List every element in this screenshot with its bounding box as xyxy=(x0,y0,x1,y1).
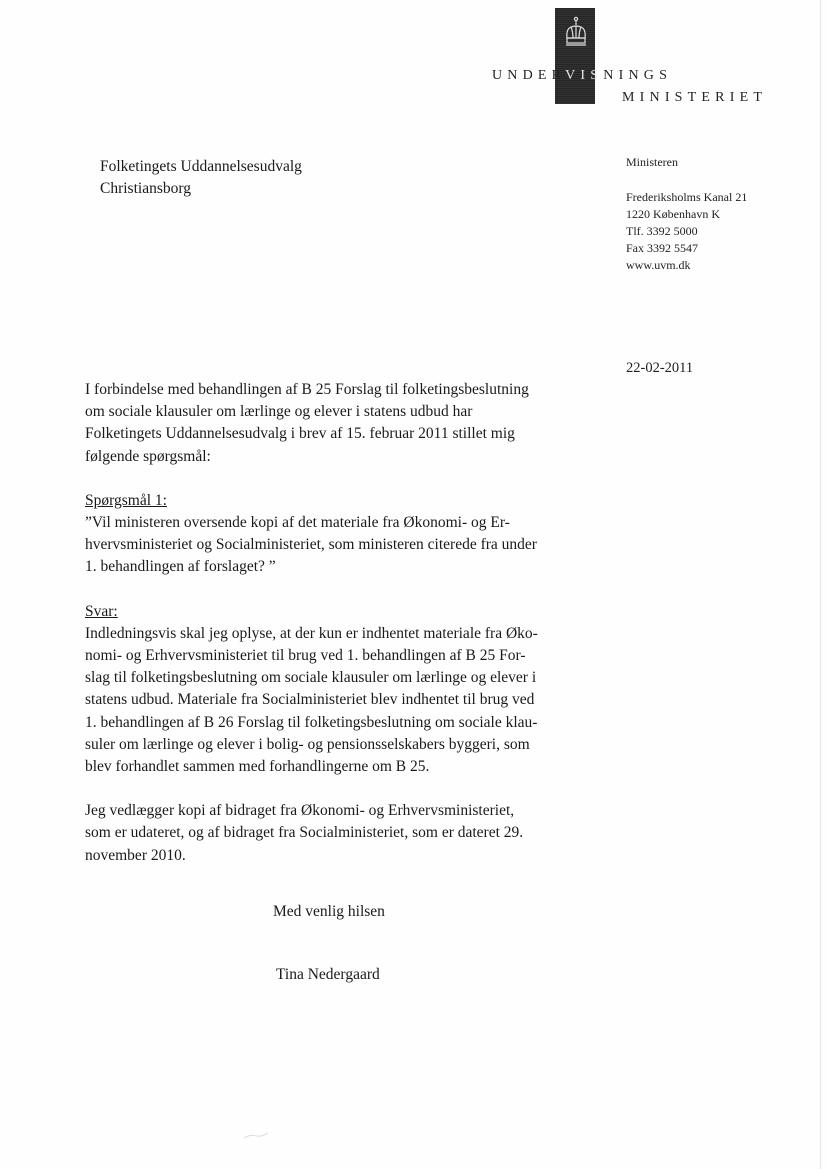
body-line: Jeg vedlægger kopi af bidraget fra Økonomi- og Erhvervsministeriet, xyxy=(85,802,515,820)
sender-address: Frederiksholms Kanal 21 xyxy=(626,190,748,204)
sender-info xyxy=(626,154,747,274)
ministry-name-line2: MINISTERIET xyxy=(622,90,768,105)
question-heading: Spørgsmål 1: xyxy=(85,491,167,509)
body-line: Indledningsvis skal jeg oplyse, at der kun er indhentet materiale fra Øko- xyxy=(85,624,538,642)
crown-icon xyxy=(564,16,588,50)
body-line: statens udbud. Materiale fra Socialministeriet blev indhentet til brug ved xyxy=(85,691,535,709)
body-line: blev forhandlet sammen med forhandlingerne om B 25. xyxy=(85,758,430,776)
recipient-line: Folketingets Uddannelsesudvalg xyxy=(100,158,302,175)
body-line: slag til folketingsbeslutning om sociale klausuler om lærlinge og elever i xyxy=(85,669,537,687)
recipient-address xyxy=(100,156,302,200)
answer-heading: Svar: xyxy=(85,602,118,620)
body-line: november 2010. xyxy=(85,846,186,864)
sender-phone: Tlf. 3392 5000 xyxy=(626,224,698,238)
closing-salutation: Med venlig hilsen xyxy=(273,903,385,920)
sender-postal: 1220 København K xyxy=(626,207,720,221)
letter-body xyxy=(85,379,575,867)
sender-fax: Fax 3392 5547 xyxy=(626,241,698,255)
signer-name: Tina Nedergaard xyxy=(276,966,380,983)
body-line: Folketingets Uddannelsesudvalg i brev af 15. februar 2011 stillet mig xyxy=(85,425,515,443)
ministry-name-line1: UNDERVISNINGS xyxy=(492,68,673,83)
body-line: 1. behandlingen af forslaget? ” xyxy=(85,558,276,576)
body-line: som er udateret, og af bidraget fra Socialministeriet, som er dateret 29. xyxy=(85,824,524,842)
scan-edge-line xyxy=(820,0,821,1169)
sender-web: www.uvm.dk xyxy=(626,258,691,272)
recipient-line: Christiansborg xyxy=(100,180,191,197)
scan-smudge xyxy=(243,1132,269,1140)
letter-date: 22-02-2011 xyxy=(626,360,694,376)
body-line: suler om lærlinge og elever i bolig- og pensionsselskabers byggeri, som xyxy=(85,735,530,753)
sender-role: Ministeren xyxy=(626,155,678,169)
body-line: om sociale klausuler om lærlinge og elever i statens udbud har xyxy=(85,403,473,421)
body-line: følgende spørgsmål: xyxy=(85,447,211,465)
body-line: I forbindelse med behandlingen af B 25 Forslag til folketingsbeslutning xyxy=(85,381,529,398)
body-line: nomi- og Erhvervsministeriet til brug ved 1. behandlingen af B 25 For- xyxy=(85,647,526,665)
body-line: 1. behandlingen af B 26 Forslag til folketingsbeslutning om sociale klau- xyxy=(85,713,538,731)
body-line: hvervsministeriet og Socialministeriet, som ministeren citerede fra under xyxy=(85,536,537,554)
body-line: ”Vil ministeren oversende kopi af det materiale fra Økonomi- og Er- xyxy=(85,514,510,532)
